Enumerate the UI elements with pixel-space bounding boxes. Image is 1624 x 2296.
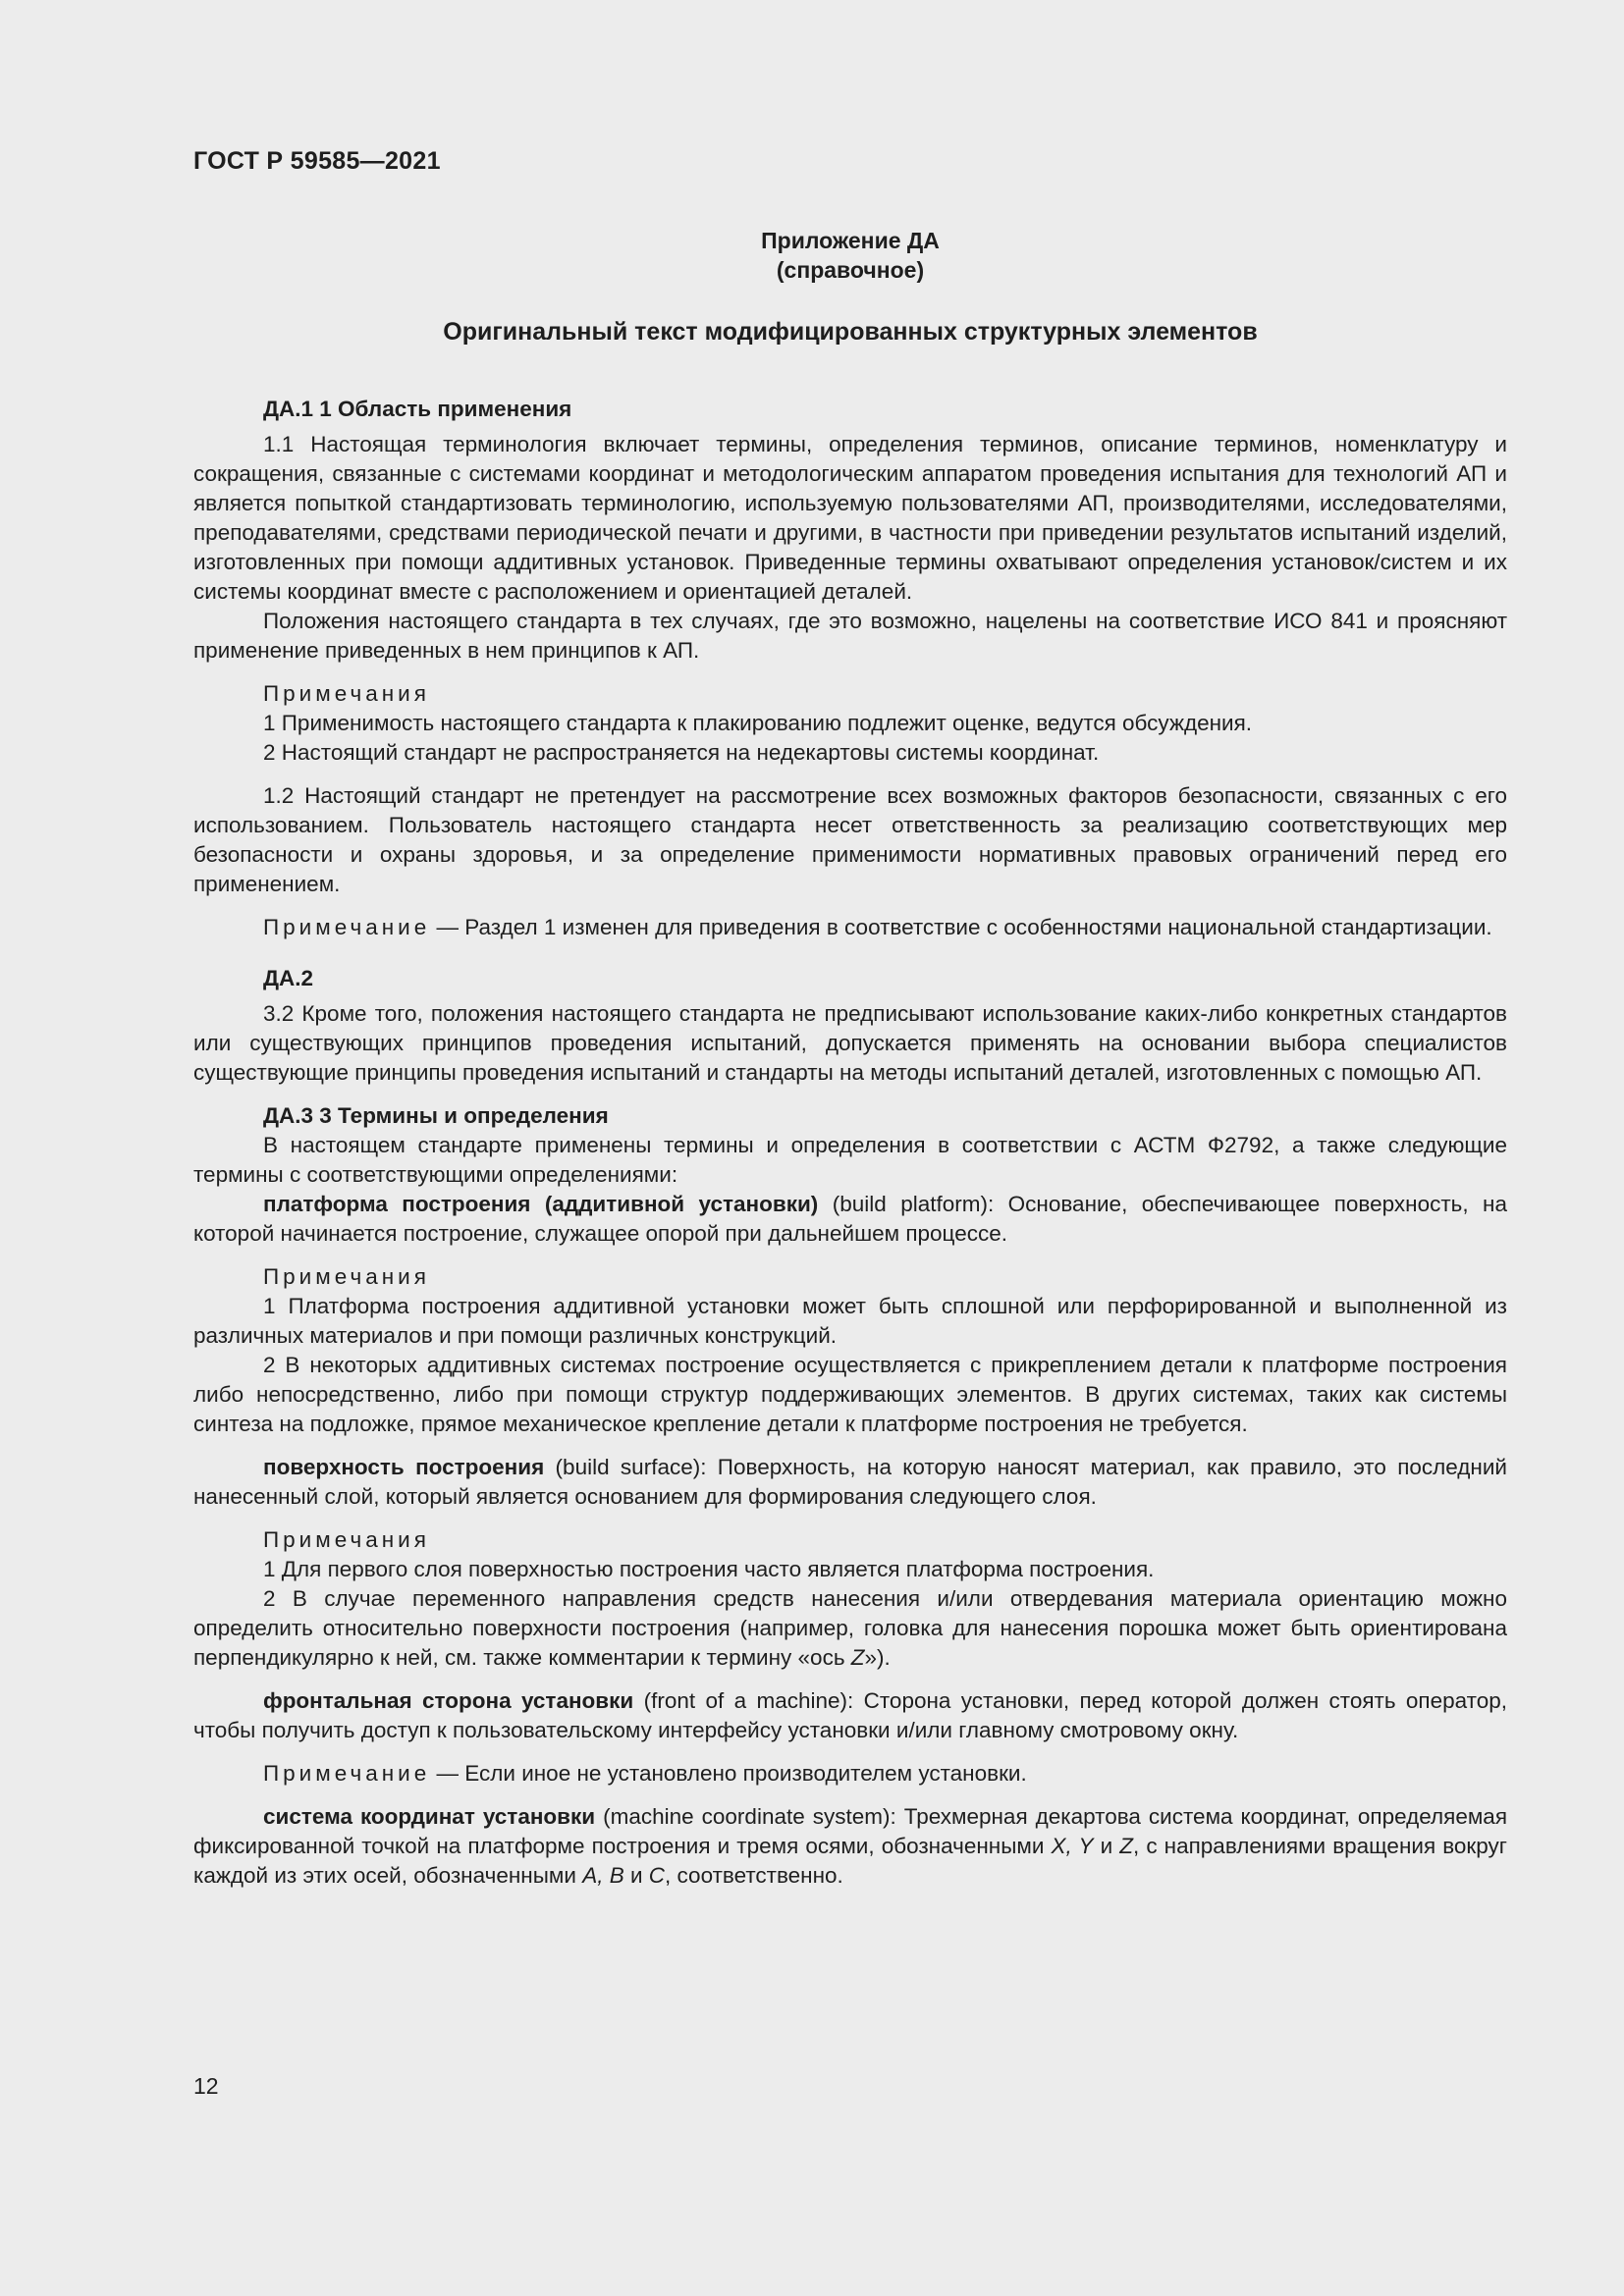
page-number: 12: [193, 2073, 219, 2099]
axis-symbol: A, B: [582, 1863, 624, 1888]
term: платформа построения (аддитивной установки): [263, 1192, 819, 1216]
term: фронтальная сторона установки: [263, 1688, 634, 1713]
note-text: 2 В случае переменного направления средств нанесения и/или отвердевания материала ориентацию можно определить относительно поверхности построения (например, головка для нанесения порошка может быть ориентирована перпендикулярно к ней, см. также комментарии к термину «ось: [193, 1586, 1507, 1670]
term: поверхность построения: [263, 1455, 545, 1479]
definition: (machine coordinate system): Трехмерная декартова система координат, определяемая фиксированной точкой на платформе построения и тремя осями, обозначенными: [193, 1804, 1508, 1858]
appendix-heading: [193, 226, 1507, 285]
note: [193, 913, 1507, 942]
term-definition: [193, 1190, 1507, 1249]
axis-symbol: Z: [850, 1645, 865, 1670]
document-title: Оригинальный текст модифицированных структурных элементов: [443, 318, 1258, 346]
note: 2 Настоящий стандарт не распространяется на недекартовы системы координат.: [263, 740, 1100, 765]
note-label: Примечание: [263, 915, 431, 939]
definition: и: [623, 1863, 649, 1888]
paragraph: 1.2 Настоящий стандарт не претендует на рассмотрение всех возможных факторов безопасности, связанных с его использованием. Пользователь настоящего стандарта несет ответственность за реализацию соответствующих мер безопасности и охраны здоровья, и за определение применимости нормативных правовых ограничений перед его применением.: [193, 783, 1507, 896]
definition: и: [1093, 1834, 1120, 1858]
section-heading: ДА.1 1 Область применения: [263, 397, 572, 421]
note-text: — Раздел 1 изменен для приведения в соответствие с особенностями национальной стандартизации.: [430, 915, 1492, 939]
term-definition: [193, 1453, 1507, 1512]
paragraph: Положения настоящего стандарта в тех случаях, где это возможно, нацелены на соответствие ИСО 841 и проясняют применение приведенных в нем принципов к АП.: [193, 609, 1507, 663]
axis-symbol: C: [648, 1863, 666, 1888]
term-definition: [193, 1802, 1507, 1891]
document-body: [193, 395, 1507, 1891]
notes-label: Примечания: [263, 1527, 430, 1552]
note: 1 Применимость настоящего стандарта к плакированию подлежит оценке, ведутся обсуждения.: [263, 711, 1253, 735]
note: 1 Для первого слоя поверхностью построения часто является платформа построения.: [263, 1557, 1155, 1581]
note: 1 Платформа построения аддитивной установки может быть сплошной или перфорированной и выполненной из различных материалов и при помощи различных конструкций.: [193, 1294, 1507, 1348]
doc-header: ГОСТ Р 59585—2021: [193, 147, 441, 175]
definition: (front of a machine): Сторона установки, перед которой должен стоять оператор, чтобы получить доступ к пользовательскому интерфейсу установки и/или главному смотровому окну.: [193, 1688, 1507, 1742]
notes-label: Примечания: [263, 1264, 430, 1289]
definition: , с направлениями вращения вокруг каждой из этих осей, обозначенными: [193, 1834, 1507, 1888]
section-heading: ДА.3 3 Термины и определения: [263, 1103, 609, 1128]
axis-symbol: Z: [1119, 1834, 1133, 1858]
appendix-subtitle: (справочное): [776, 257, 925, 283]
note-text: »).: [864, 1645, 891, 1670]
paragraph: В настоящем стандарте применены термины и определения в соответствии с АСТМ Ф2792, а также следующие термины с соответствующими определениями:: [193, 1133, 1507, 1187]
axis-symbol: X, Y: [1051, 1834, 1094, 1858]
paragraph: 1.1 Настоящая терминология включает термины, определения терминов, описание терминов, номенклатуру и сокращения, связанные с системами координат и методологическим аппаратом проведения испытания для технологий АП и является попыткой стандартизовать терминологию, используемую пользователями АП, производителями, исследователями, преподавателями, средствами периодической печати и другими, в частности при приведении результатов испытаний изделий, изготовленных при помощи аддитивных установок. Приведенные термины охватывают определения установок/систем и их системы координат вместе с расположением и ориентацией деталей.: [193, 432, 1507, 604]
definition: (build surface): Поверхность, на которую наносят материал, как правило, это последний нанесенный слой, который является основанием для формирования следующего слоя.: [193, 1455, 1507, 1509]
note: [193, 1759, 1507, 1789]
appendix-title: Приложение ДА: [761, 228, 940, 253]
definition: , соответственно.: [665, 1863, 843, 1888]
note-text: — Если иное не установлено производителем установки.: [430, 1761, 1027, 1786]
note: [193, 1584, 1507, 1673]
term-definition: [193, 1686, 1507, 1745]
paragraph: 3.2 Кроме того, положения настоящего стандарта не предписывают использование каких-либо конкретных стандартов или существующих принципов проведения испытаний, допускается применять на основании выбора специалистов существующие принципы проведения испытаний и стандарты на методы испытаний деталей, изготовленных с помощью АП.: [193, 1001, 1507, 1085]
term: система координат установки: [263, 1804, 596, 1829]
note-label: Примечание: [263, 1761, 431, 1786]
notes-label: Примечания: [263, 681, 430, 706]
note: 2 В некоторых аддитивных системах построение осуществляется с прикреплением детали к платформе построения либо непосредственно, либо при помощи структур поддерживающих элементов. В других системах, таких как системы синтеза на подложке, прямое механическое крепление детали к платформе построения не требуется.: [193, 1353, 1507, 1436]
definition: (build platform): Основание, обеспечивающее поверхность, на которой начинается построение, служащее опорой при дальнейшем процессе.: [193, 1192, 1507, 1246]
section-heading: ДА.2: [263, 966, 314, 990]
